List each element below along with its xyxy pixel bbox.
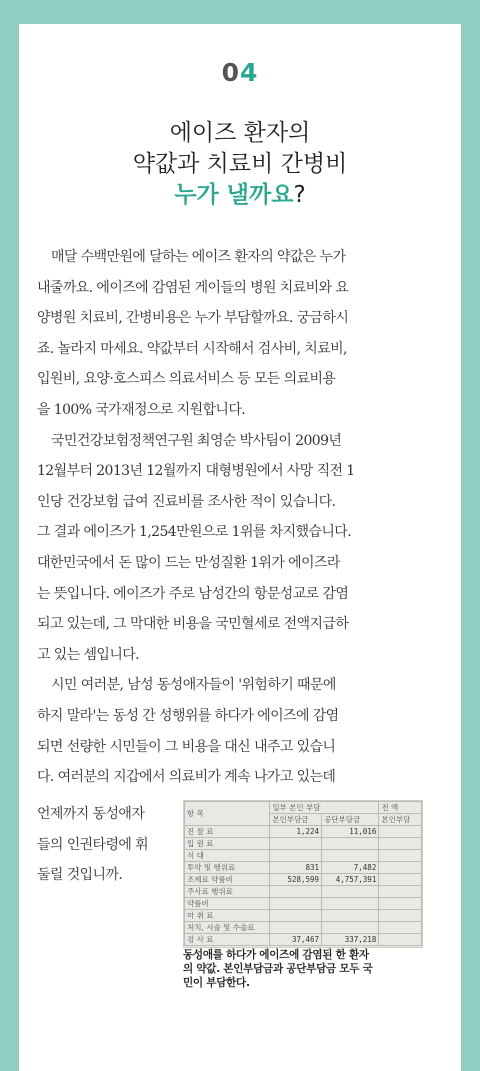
receipt-row [185, 838, 422, 850]
paragraph-line: 죠. 놀라지 마세요. 약값부터 시작해서 검사비, 치료비, [37, 340, 347, 357]
caption-line: 동성애를 하다가 에이즈에 감염된 한 환자 [183, 949, 369, 961]
receipt-cell [379, 838, 422, 850]
receipt-row [185, 850, 422, 862]
receipt-row [185, 886, 422, 898]
receipt-cell: 831 [270, 862, 322, 874]
caption-line: 의 약값. 본인부담금과 공단부담금 모두 국 [183, 963, 373, 975]
receipt-row [185, 826, 422, 838]
receipt-row-label: 투약 및 행위료 [185, 862, 270, 874]
receipt-row [185, 874, 422, 886]
section-number-accent: 4 [240, 58, 259, 87]
paragraph-line: 하지 말라'는 동성 간 성행위를 하다가 에이즈에 감염 [37, 707, 339, 724]
receipt-header-partial: 일부 본인 부담 [270, 802, 379, 814]
receipt-row [185, 934, 422, 946]
receipt-cell: 528,599 [270, 874, 322, 886]
receipt-cell [379, 898, 422, 910]
receipt-row-label: 식 대 [185, 850, 270, 862]
receipt-cell [379, 826, 422, 838]
paragraph-line: 양병원 치료비, 간병비용은 누가 부담할까요. 궁금하시 [37, 310, 349, 327]
receipt-subheader-cell: 공단부담금 [322, 814, 379, 826]
section-title [19, 118, 461, 211]
paragraph-2 [37, 426, 427, 671]
receipt-cell [379, 850, 422, 862]
paragraph-line: 되면 선량한 시민들이 그 비용을 대신 내주고 있습니 [37, 738, 336, 755]
title-line-1: 에이즈 환자의 [169, 120, 311, 146]
receipt-cell [270, 910, 322, 922]
paragraph-line: 12월부터 2013년 12월까지 대형병원에서 사망 직전 1 [37, 463, 355, 480]
receipt-cell [322, 886, 379, 898]
paragraph-3 [37, 670, 427, 792]
receipt-row-label: 진 찰 료 [185, 826, 270, 838]
paragraph-line: 인당 건강보험 급여 진료비를 조사한 적이 있습니다. [37, 493, 336, 510]
receipt-cell [322, 910, 379, 922]
paragraph-line: 매달 수백만원에 달하는 에이즈 환자의 약값은 누가 [51, 249, 346, 265]
receipt-row-label: 입 원 료 [185, 838, 270, 850]
receipt-row-label: 처치, 시술 및 수술료 [185, 922, 270, 934]
paragraph-line: 둘릴 것입니까. [37, 867, 123, 884]
paragraph-line: 입원비, 요양·호스피스 의료서비스 등 모든 의료비용 [37, 371, 336, 388]
title-line-2: 약값과 치료비 간병비 [132, 151, 348, 177]
receipt-row [185, 862, 422, 874]
photo-caption [183, 948, 423, 990]
paragraph-line: 고 있는 셈입니다. [37, 646, 140, 663]
receipt-row-label: 검 사 료 [185, 934, 270, 946]
receipt-header-item: 항 목 [185, 802, 270, 826]
caption-line: 민이 부담한다. [183, 977, 250, 989]
receipt-cell [270, 922, 322, 934]
receipt-row [185, 910, 422, 922]
paragraph-line: 국민건강보험정책연구원 최영순 박사팀이 2009년 [51, 432, 342, 449]
paragraph-line: 대한민국에서 돈 많이 드는 만성질환 1위가 에이즈라 [37, 554, 340, 571]
section-number-prefix: 0 [221, 58, 240, 87]
receipt-cell: 7,482 [322, 862, 379, 874]
receipt-row-label: 주사료 행위료 [185, 886, 270, 898]
receipt-row-label: 약품비 [185, 898, 270, 910]
receipt-subheader-cell: 본인부담금 [270, 814, 322, 826]
title-question-mark: ? [293, 182, 306, 208]
receipt-cell [322, 898, 379, 910]
paragraph-line: 언제까지 동성애자 [37, 806, 145, 822]
receipt-header-row [185, 802, 422, 814]
paragraph-line: 시민 여러분, 남성 동성애자들이 '위험하기 때문에 [51, 677, 336, 694]
receipt-cell [322, 922, 379, 934]
paragraph-3-wrapped [37, 799, 197, 891]
paragraph-line: 을 100% 국가재정으로 지원합니다. [37, 401, 246, 418]
receipt-photo [183, 800, 423, 948]
receipt-cell [379, 922, 422, 934]
title-line-3 [19, 180, 461, 211]
title-highlight: 누가 낼까요 [174, 182, 294, 208]
receipt-row [185, 922, 422, 934]
receipt-cell: 4,757,391 [322, 874, 379, 886]
receipt-cell [379, 934, 422, 946]
receipt-table [184, 801, 422, 946]
paragraph-line: 다. 여러분의 지갑에서 의료비가 계속 나가고 있는데 [37, 769, 336, 786]
receipt-cell [270, 886, 322, 898]
receipt-cell [270, 898, 322, 910]
section-number [19, 58, 461, 87]
paragraph-1 [37, 242, 427, 426]
receipt-cell [322, 850, 379, 862]
body-text [37, 242, 427, 793]
receipt-row-label: 마 취 료 [185, 910, 270, 922]
receipt-row-label: 조제료 약품비 [185, 874, 270, 886]
paragraph-line: 그 결과 에이즈가 1,254만원으로 1위를 차지했습니다. [37, 524, 352, 541]
paragraph-line: 내줄까요. 에이즈에 감염된 게이들의 병원 치료비와 요 [37, 279, 349, 296]
receipt-cell [379, 886, 422, 898]
receipt-row [185, 898, 422, 910]
receipt-cell: 37,467 [270, 934, 322, 946]
receipt-subheader-cell: 본인부담 [379, 814, 422, 826]
receipt-cell [270, 850, 322, 862]
paragraph-line: 들의 인권타령에 휘 [37, 836, 149, 853]
receipt-cell [322, 838, 379, 850]
receipt-cell [379, 910, 422, 922]
receipt-cell [270, 838, 322, 850]
receipt-cell: 337,218 [322, 934, 379, 946]
receipt-cell [379, 874, 422, 886]
receipt-cell: 1,224 [270, 826, 322, 838]
paragraph-line: 되고 있는데, 그 막대한 비용을 국민혈세로 전액지급하 [37, 616, 349, 633]
paragraph-line: 는 뜻입니다. 에이즈가 주로 남성간의 항문성교로 감염 [37, 585, 349, 602]
receipt-cell: 11,016 [322, 826, 379, 838]
receipt-cell [379, 862, 422, 874]
receipt-header-full: 전 액 [379, 802, 422, 814]
